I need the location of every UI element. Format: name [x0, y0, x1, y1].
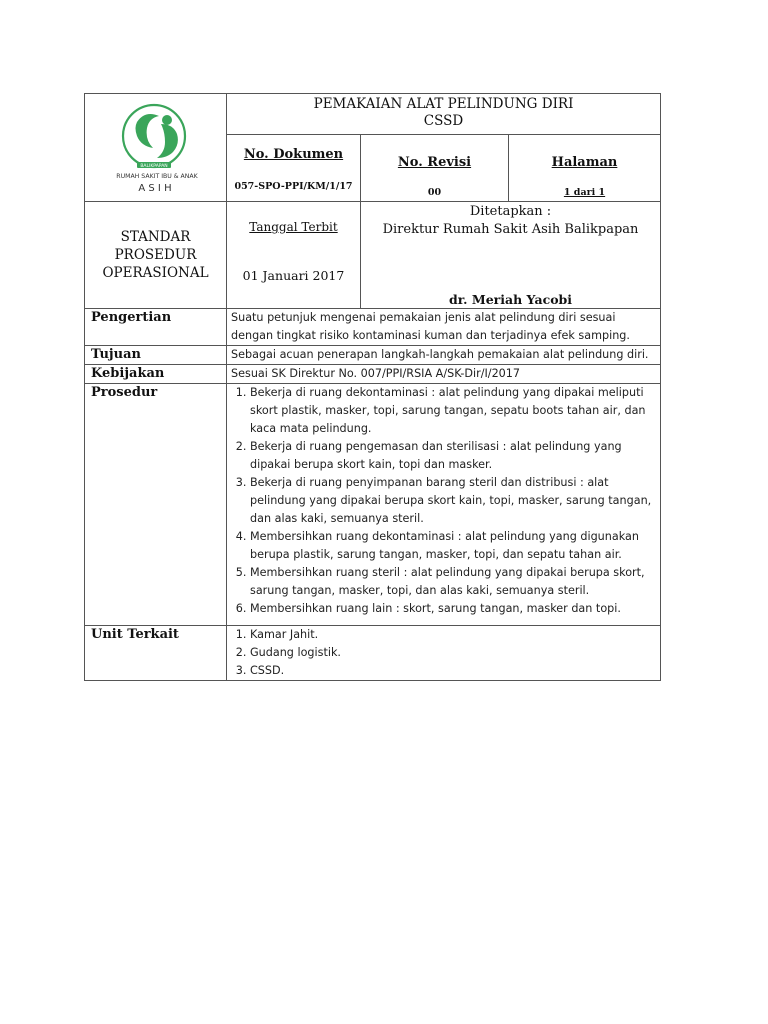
row-pengertian [85, 309, 661, 346]
unit-terkait-label: Unit Terkait [85, 626, 227, 681]
unit-item-2: 2. Gudang logistik. [250, 644, 660, 662]
header-table [84, 93, 661, 309]
row-unit-terkait [85, 626, 661, 681]
spo-line-2: PROSEDUR [114, 247, 197, 263]
sop-document [84, 93, 660, 681]
row-prosedur [85, 384, 661, 626]
prosedur-step-6: 6. Membersihkan ruang lain : skort, sarung tangan, masker dan topi. [250, 600, 660, 618]
ditetapkan-label: Ditetapkan : [469, 204, 552, 219]
prosedur-step-5: 5. Membersihkan ruang steril : alat pelindung yang dipakai berupa skort, sarung tangan, masker, topi, dan alas kaki, semuanya steril. [250, 564, 660, 600]
no-revisi-value: 00 [427, 187, 442, 198]
no-dokumen-value: 057-SPO-PPI/KM/1/17 [234, 181, 353, 192]
logo-hospital-name: RUMAH SAKIT IBU & ANAK [116, 173, 198, 180]
pengertian-text: Suatu petunjuk mengenai pemakaian jenis alat pelindung diri sesuai dengan tingkat risiko kontaminasi kuman dan terjadinya efek samping. [227, 309, 661, 346]
halaman-value: 1 dari 1 [563, 187, 606, 198]
unit-item-3: 3. CSSD. [250, 662, 660, 680]
row-kebijakan [85, 365, 661, 384]
prosedur-list [231, 384, 660, 618]
tujuan-text: Sebagai acuan penerapan langkah-langkah pemakaian alat pelindung diri. [227, 346, 661, 365]
tujuan-label: Tujuan [85, 346, 227, 365]
logo-brand: A S I H [138, 183, 172, 194]
tanggal-terbit-cell [227, 202, 361, 309]
no-revisi-label: No. Revisi [397, 155, 472, 170]
spo-title-cell [85, 202, 227, 309]
direktur-title: Direktur Rumah Sakit Asih Balikpapan [382, 222, 639, 237]
content-table [84, 308, 661, 681]
signatory-name: dr. Meriah Yacobi [448, 292, 573, 307]
spo-line-1: STANDAR [120, 229, 191, 245]
logo-cell [85, 94, 227, 202]
tanggal-terbit-label: Tanggal Terbit [249, 220, 338, 234]
prosedur-label: Prosedur [85, 384, 227, 626]
unit-terkait-cell [227, 626, 661, 681]
unit-terkait-list [231, 626, 660, 680]
title-line-1: PEMAKAIAN ALAT PELINDUNG DIRI [313, 96, 574, 112]
prosedur-cell [227, 384, 661, 626]
halaman-cell [509, 135, 661, 202]
no-dokumen-cell [227, 135, 361, 202]
prosedur-step-1: 1. Bekerja di ruang dekontaminasi : alat pelindung yang dipakai meliputi skort plastik, masker, topi, sarung tangan, sepatu boots tahan air, dan kaca mata pelindung. [250, 384, 660, 438]
spo-line-3: OPERASIONAL [102, 265, 209, 281]
no-revisi-cell [361, 135, 509, 202]
no-dokumen-label: No. Dokumen [243, 147, 344, 162]
row-tujuan [85, 346, 661, 365]
prosedur-step-4: 4. Membersihkan ruang dekontaminasi : alat pelindung yang digunakan berupa plastik, sarung tangan, masker, topi, dan sepatu tahan air. [250, 528, 660, 564]
kebijakan-text: Sesuai SK Direktur No. 007/PPI/RSIA A/SK-Dir/I/2017 [227, 365, 661, 384]
kebijakan-label: Kebijakan [85, 365, 227, 384]
mother-child-logo-icon [85, 98, 227, 202]
prosedur-step-2: 2. Bekerja di ruang pengemasan dan sterilisasi : alat pelindung yang dipakai berupa skort kain, topi dan masker. [250, 438, 660, 474]
pengertian-label: Pengertian [85, 309, 227, 346]
title-line-2: CSSD [423, 113, 464, 129]
unit-item-1: 1. Kamar Jahit. [250, 626, 660, 644]
logo-ribbon-text: BALIKPAPAN [140, 164, 168, 169]
prosedur-step-3: 3. Bekerja di ruang penyimpanan barang steril dan distribusi : alat pelindung yang dipakai berupa skort kain, topi, masker, sarung tangan, dan alas kaki, semuanya steril. [250, 474, 660, 528]
ditetapkan-cell [361, 202, 661, 309]
tanggal-terbit-value: 01 Januari 2017 [242, 268, 345, 283]
halaman-label: Halaman [551, 155, 618, 170]
document-title [227, 94, 661, 135]
